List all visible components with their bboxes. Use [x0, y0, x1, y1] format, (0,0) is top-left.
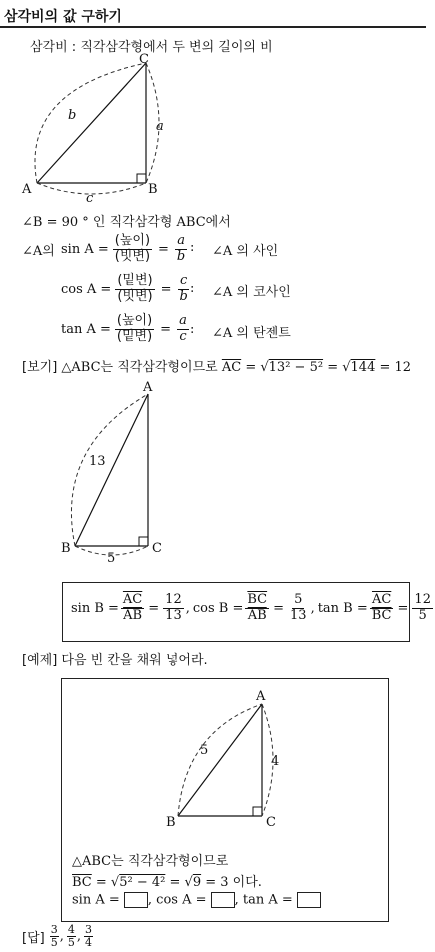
segment-ac: $\overline{AC}$ — [221, 360, 242, 375]
sin-num: (높이) — [114, 233, 151, 248]
sin-den: (빗변) — [114, 248, 151, 264]
sin-description: ∠A 의 사인 — [212, 244, 279, 259]
answer-tag: [답] — [22, 930, 45, 946]
sin-lhs: sin A = — [61, 241, 109, 257]
cos-den: (빗변) — [117, 288, 153, 304]
bc-eq1: = — [95, 875, 107, 890]
vertex-label-c: C — [266, 815, 276, 830]
triangle-figure-2 — [50, 378, 180, 566]
vertex-label-a: A — [143, 380, 153, 395]
answer-sep-1: , — [59, 928, 64, 944]
sinb-lhs: sin B = — [71, 600, 119, 616]
tanb-num: 12 — [414, 592, 431, 607]
tan-colon: : — [190, 322, 195, 337]
answer-line — [22, 924, 93, 948]
base-label: 5 — [107, 551, 116, 566]
side-label: 4 — [271, 754, 280, 769]
exercise-line — [22, 649, 208, 668]
vertex-label-c: C — [152, 541, 162, 556]
sin-colon: : — [190, 240, 195, 255]
blank-sep-1: , — [147, 892, 153, 908]
example-eq1: = — [245, 360, 257, 375]
cosb-lhs: cos B = — [192, 600, 244, 616]
tanb-eq: = — [397, 600, 409, 616]
right-triangle-statement: ∠B = 90 ° 인 직각삼각형 ABC에서 — [22, 215, 231, 230]
frac-bc-2: BC — [371, 607, 392, 623]
example-tag: [보기] — [22, 360, 58, 375]
segment-bc: $\overline{BC}$ — [72, 875, 92, 890]
cos-num: (밑변) — [117, 273, 153, 288]
answer-1-den: 5 — [50, 935, 58, 949]
example-eq2: = — [327, 360, 339, 375]
sqrt-144: 144 — [350, 360, 376, 375]
tan-description: ∠A 의 탄젠트 — [212, 326, 291, 341]
answer-3-num: 3 — [84, 923, 92, 936]
cos-definition — [61, 273, 195, 305]
vertex-label-a: A — [22, 182, 32, 197]
vertex-label-b: B — [166, 815, 176, 830]
sinb-den: 13 — [165, 607, 182, 623]
exercise-statement: △ABC는 직각삼각형이므로 — [72, 854, 229, 869]
tan-definition — [61, 314, 191, 345]
blank-sep-2: , — [234, 892, 239, 908]
tan-eq: = — [160, 321, 172, 337]
sin-lnum: a — [177, 233, 185, 248]
exercise-text: 다음 빈 칸을 채워 넣어라. — [61, 653, 208, 668]
tan-a-answer-box[interactable] — [297, 892, 321, 908]
cos-lhs: cos A = — [61, 281, 112, 297]
sep-1: , — [185, 600, 190, 616]
sina-lhs: sin A = — [72, 892, 120, 908]
bc-result: = 3 이다. — [205, 875, 262, 890]
answer-3-den: 4 — [84, 935, 92, 949]
title-divider — [0, 26, 426, 28]
tan-lhs: tan A = — [61, 321, 111, 337]
page-title: 삼각비의 값 구하기 — [4, 9, 122, 25]
cos-colon: : — [190, 281, 195, 296]
frac-ac-2: $\overline{AC}$ — [371, 592, 392, 607]
vertex-label-b: B — [61, 541, 71, 556]
definition-text: 삼각비 : 직각삼각형에서 두 변의 길이의 비 — [30, 40, 273, 55]
tan-num: (높이) — [116, 313, 153, 328]
exercise-blanks-line — [72, 892, 321, 908]
answer-1-num: 3 — [50, 923, 58, 936]
cos-a-answer-box[interactable] — [211, 892, 235, 908]
tanb-den: 5 — [418, 607, 427, 623]
cosb-eq: = — [273, 600, 285, 616]
tan-lden: c — [179, 328, 187, 344]
cosb-den: 13 — [290, 607, 307, 623]
tanb-lhs: tan B = — [317, 600, 368, 616]
tan-lnum: a — [179, 313, 187, 328]
sqrt-5-4: 5² − 4² — [119, 875, 166, 890]
exercise-bc-line: $\overline{BC} = √5^2 - 4^2 = √9 = 3$ 이다. — [72, 875, 262, 890]
side-label-a: a — [156, 119, 164, 134]
vertex-label-a: A — [256, 689, 266, 704]
hypotenuse-label: 5 — [200, 743, 209, 758]
example-text: △ABC는 직각삼각형이므로 — [61, 360, 218, 375]
exercise-tag: [예제] — [22, 653, 58, 668]
answer-sep-2: , — [76, 928, 81, 944]
sep-2: , — [310, 600, 315, 616]
angle-a-prefix: ∠A의 — [22, 244, 55, 259]
ratio-results — [71, 593, 435, 624]
sin-lden: b — [176, 248, 186, 264]
side-label-c: c — [86, 191, 94, 206]
sinb-eq: = — [148, 600, 160, 616]
sin-definition — [61, 234, 189, 265]
bc-eq2: = — [169, 875, 181, 890]
frac-ab: AB — [123, 607, 143, 623]
cos-lnum: c — [180, 273, 188, 288]
tana-lhs: tan A = — [242, 892, 293, 908]
hypotenuse-label: 13 — [89, 454, 106, 469]
triangle-figure-3 — [160, 686, 290, 832]
cos-lden: b — [179, 288, 188, 304]
cosa-lhs: cos A = — [156, 892, 207, 908]
sqrt-13-5: 13² − 5² — [268, 360, 324, 375]
answer-2-num: 4 — [67, 923, 75, 936]
answer-2-den: 5 — [67, 935, 75, 949]
vertex-label-b: B — [148, 182, 158, 197]
sinb-num: 12 — [165, 592, 182, 607]
frac-ac: $\overline{AC}$ — [122, 592, 143, 607]
triangle-figure-1 — [0, 50, 200, 205]
tan-den: (밑변) — [116, 328, 153, 344]
example-line: [보기] △ABC는 직각삼각형이므로 $\overline{AC} = √13^2 - 5^2 = √144 = 12$ — [22, 360, 412, 375]
sin-eq: = — [158, 241, 169, 257]
cosb-num: 5 — [294, 592, 303, 607]
vertex-label-c: C — [139, 52, 149, 67]
cos-eq: = — [160, 281, 172, 297]
frac-bc: $\overline{BC}$ — [247, 592, 268, 607]
sin-a-answer-box[interactable] — [124, 892, 148, 908]
frac-ab-2: AB — [247, 607, 267, 623]
cos-description: ∠A 의 코사인 — [212, 285, 291, 300]
side-label-b: b — [68, 108, 77, 123]
example-result: = 12 — [379, 360, 412, 375]
sqrt-9: 9 — [192, 875, 202, 890]
